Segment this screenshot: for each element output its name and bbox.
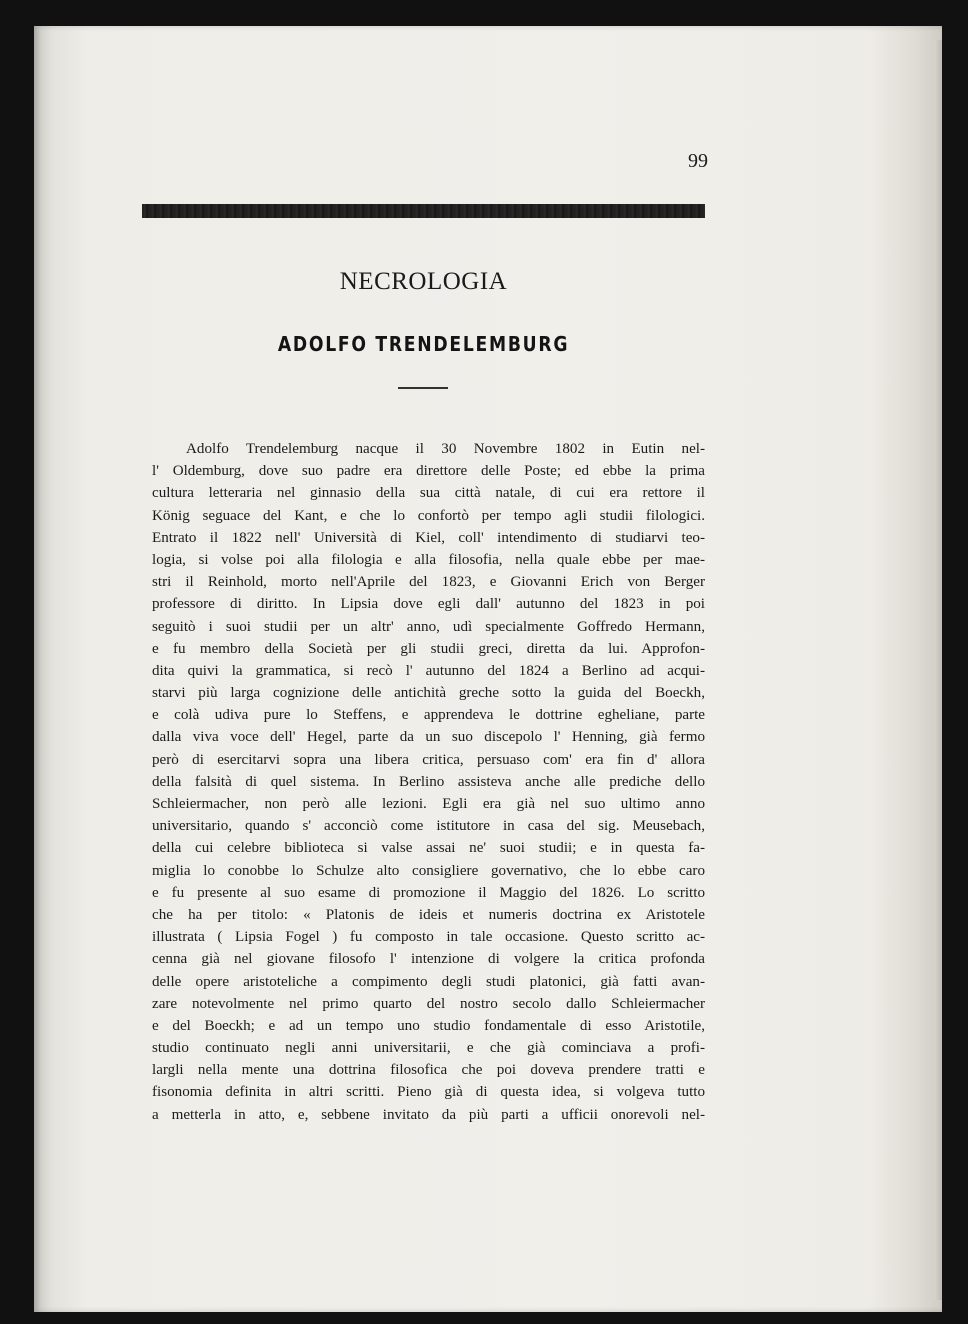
article-body	[152, 438, 705, 1126]
body-line: però di esercitarvi sopra una libera critica, persuaso com' era fin d' allora	[152, 751, 705, 768]
body-line: studio continuato negli anni universitarii, e che già cominciava a profi-	[152, 1040, 705, 1057]
body-line: Entrato il 1822 nell' Università di Kiel, coll' intendimento di studiarvi teo-	[152, 529, 705, 546]
section-title: NECROLOGIA	[339, 268, 508, 295]
title-divider	[398, 387, 448, 389]
body-line: e del Boeckh; e ad un tempo uno studio fondamentale di esso Aristotile,	[152, 1017, 705, 1034]
body-line: dita quivi la grammatica, si recò l' autunno del 1824 a Berlino ad acqui-	[152, 662, 705, 679]
body-line: Adolfo Trendelemburg nacque il 30 Novembre 1802 in Eutin nel-	[186, 441, 705, 457]
body-line: della falsità di quel sistema. In Berlino assisteva anche alle prediche dello	[152, 773, 705, 790]
body-line: König seguace del Kant, e che lo confortò per tempo agli studii filologici.	[152, 507, 705, 524]
body-line: e colà udiva pure lo Steffens, e apprendeva le dottrine egheliane, parte	[152, 707, 705, 724]
body-line: logia, si volse poi alla filologia e alla filosofia, nella quale ebbe per mae-	[152, 551, 705, 568]
body-line: miglia lo conobbe lo Schulze alto consigliere governativo, che lo ebbe caro	[152, 862, 705, 879]
body-line: e fu presente al suo esame di promozione il Maggio del 1826. Lo scritto	[152, 884, 705, 901]
body-line: cenna già nel giovane filosofo l' intenzione di volgere la critica profonda	[152, 951, 705, 968]
page-number: 99	[688, 150, 708, 172]
body-line: universitario, quando s' acconciò come istitutore in casa del sig. Meusebach,	[152, 818, 705, 835]
body-line: che ha per titolo: « Platonis de ideis et numeris doctrina ex Aristotele	[152, 906, 705, 923]
body-line: stri il Reinhold, morto nell'Aprile del 1823, e Giovanni Erich von Berger	[152, 574, 705, 591]
body-line: della cui celebre biblioteca si valse assai ne' suoi studii; e in questa fa-	[152, 840, 705, 857]
body-line: Schleiermacher, non però alle lezioni. Egli era già nel suo ultimo anno	[152, 796, 705, 812]
body-line: seguitò i suoi studii per un altr' anno, udì specialmente Goffredo Hermann,	[152, 618, 705, 635]
body-line: professore di diritto. In Lipsia dove egli dall' autunno del 1823 in poi	[152, 596, 705, 613]
header-rule	[142, 204, 705, 218]
body-line: zare notevolmente nel primo quarto del nostro secolo dallo Schleiermacher	[152, 995, 705, 1012]
body-line: l' Oldemburg, dove suo padre era direttore delle Poste; ed ebbe la prima	[152, 463, 705, 480]
page-edge	[934, 40, 942, 1300]
body-line: e fu membro della Società per gli studii greci, diretta da lui. Approfon-	[152, 640, 705, 657]
body-line: cultura letteraria nel ginnasio della sua città natale, di cui era rettore il	[152, 485, 705, 502]
body-line: illustrata ( Lipsia Fogel ) fu composto in tale occasione. Questo scritto ac-	[152, 929, 705, 946]
body-line: dalla viva voce dell' Hegel, parte da un suo discepolo l' Henning, già fermo	[152, 729, 705, 746]
body-line: fisonomia definita in altri scritti. Pieno già di questa idea, si volgeva tutto	[152, 1084, 705, 1101]
body-line: a metterla in atto, e, sebbene invitato da più parti a ufficii onorevoli nel-	[152, 1106, 705, 1123]
article-title: ADOLFO TRENDELEMBURG	[277, 332, 570, 356]
body-line: largli nella mente una dottrina filosofica che poi doveva prendere tratti e	[152, 1062, 705, 1079]
body-line: starvi più larga cognizione delle antichità greche sotto la guida del Boeckh,	[152, 685, 705, 702]
body-line: delle opere aristoteliche a compimento degli studi platonici, già fatti avan-	[152, 973, 705, 990]
